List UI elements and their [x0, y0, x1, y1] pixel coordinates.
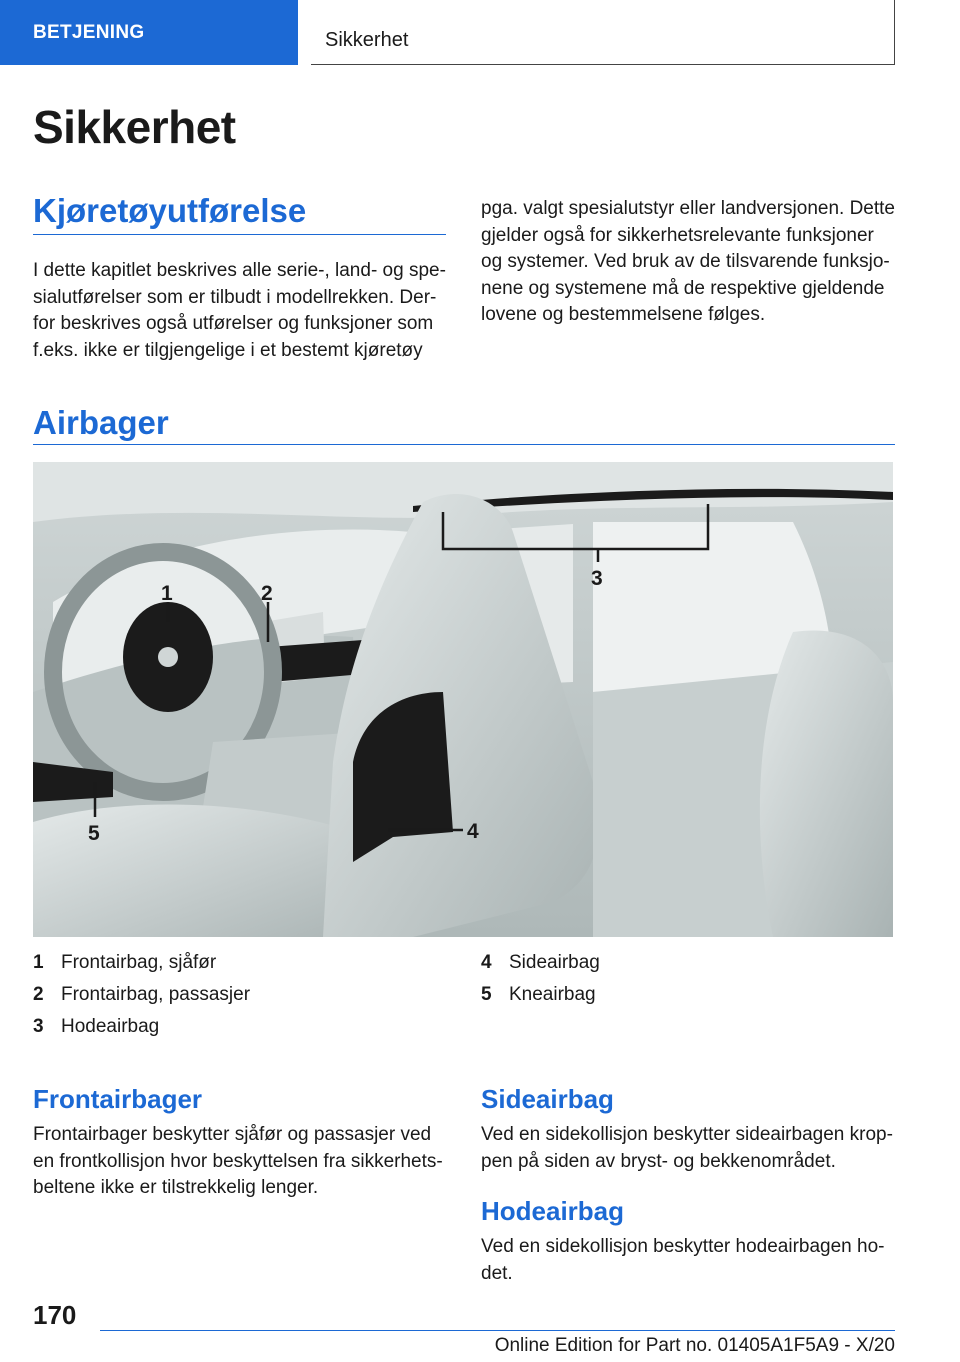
heading-rule [33, 234, 446, 235]
legend-number: 5 [481, 984, 492, 1005]
text-line: Ved en sidekollisjon beskytter hodeairbagen ho- [481, 1236, 885, 1257]
legend-item [33, 950, 216, 976]
text-line: Frontairbager beskytter sjåfør og passasjer ved [33, 1124, 432, 1145]
text-line: gjelder også for sikkerhetsrelevante funksjoner [481, 224, 874, 246]
text-line: I dette kapitlet beskrives alle serie-, land- og spe- [33, 260, 446, 281]
text-line: en frontkollisjon hvor beskyttelsen fra sikkerhets- [33, 1150, 443, 1172]
heading-side-airbag: Sideairbag [481, 1084, 614, 1114]
side-airbag-text [481, 1122, 901, 1175]
heading-rule [33, 444, 895, 445]
front-airbags-text [33, 1122, 463, 1202]
heading-front-airbags: Frontairbager [33, 1084, 203, 1114]
text-line: f.eks. ikke er tilgjengelige i et bestemt kjøretøy [33, 339, 423, 361]
text-line: beltene ikke er tilstrekkelig lenger. [33, 1177, 319, 1198]
figure-label-5: 5 [88, 822, 100, 845]
header-section-tab: BETJENING [0, 0, 298, 65]
text-line: det. [481, 1262, 513, 1284]
footer-rule [100, 1330, 895, 1331]
legend-item [481, 950, 600, 976]
legend-number: 1 [33, 952, 44, 973]
header-page-title: Sikkerhet [311, 0, 895, 65]
legend-item [481, 982, 596, 1008]
figure-label-1: 1 [161, 582, 173, 605]
figure-label-4: 4 [467, 820, 479, 843]
legend-label: Sideairbag [509, 952, 600, 973]
text-line: sialutførelser som er tilbudt i modellrekken. Der- [33, 286, 437, 308]
legend-label: Frontairbag, passasjer [61, 984, 251, 1005]
footer-edition: Online Edition for Part no. 01405A1F5A9 - X/20 [494, 1335, 895, 1356]
legend-number: 2 [33, 984, 44, 1005]
legend-label: Hodeairbag [61, 1016, 160, 1037]
text-line: nene og systemene må de respektive gjeldende [481, 277, 885, 299]
heading-head-airbag: Hodeairbag [481, 1196, 625, 1226]
text-line: pga. valgt spesialutstyr eller landversjonen. Dette [481, 198, 896, 219]
airbag-illustration [33, 462, 893, 937]
legend-label: Frontairbag, sjåfør [61, 952, 217, 973]
figure-label-3: 3 [591, 567, 603, 590]
rear-seat-backrest [760, 630, 893, 937]
legend-label: Kneairbag [509, 984, 596, 1005]
text-line: pen på siden av bryst- og bekkenområdet. [481, 1150, 836, 1172]
vehicle-text-col2 [481, 196, 901, 329]
legend-item [33, 982, 250, 1008]
page-title: Sikkerhet [33, 101, 236, 153]
legend-number: 3 [33, 1016, 44, 1037]
heading-airbags: Airbager [33, 404, 169, 441]
page-number: 170 [33, 1300, 77, 1330]
text-line: Ved en sidekollisjon beskytter sideairbagen krop- [481, 1124, 893, 1145]
head-airbag-text [481, 1234, 901, 1287]
legend-number: 4 [481, 952, 492, 973]
text-line: for beskrives også utførelser og funksjoner som [33, 313, 434, 334]
text-line: lovene og bestemmelsene følges. [481, 304, 766, 325]
legend-item [33, 1014, 159, 1040]
figure-label-2: 2 [261, 582, 273, 605]
heading-vehicle: Kjøretøyutførelse [33, 192, 307, 229]
text-line: og systemer. Ved bruk av de tilsvarende funksjo- [481, 251, 890, 272]
vehicle-text-col1 [33, 258, 453, 364]
logo-icon [158, 647, 178, 667]
